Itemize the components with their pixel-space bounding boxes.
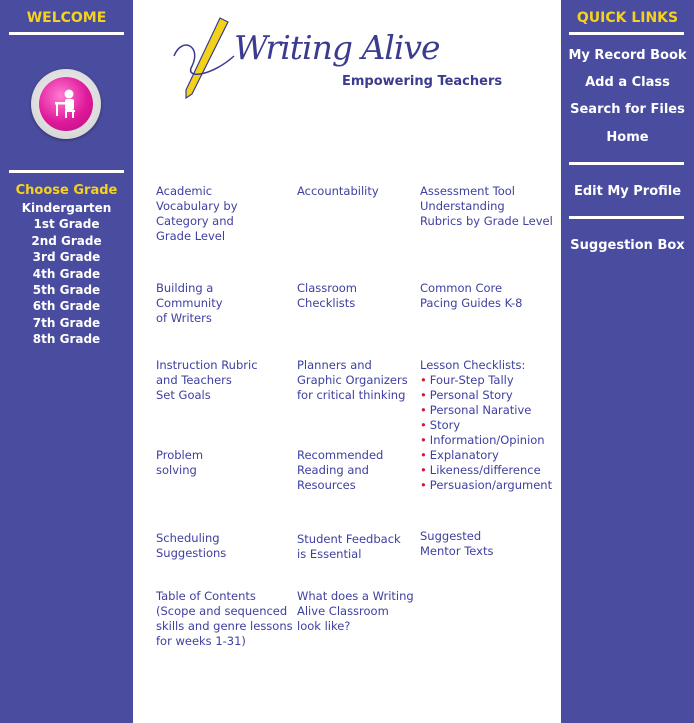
link-recommended-reading[interactable]: Recommended Reading and Resources	[297, 448, 384, 492]
grade-link-kindergarten[interactable]: Kindergarten	[21, 201, 112, 215]
list-item[interactable]: • Persuasion/argument	[420, 478, 553, 492]
list-item[interactable]: • Likeness/difference	[420, 463, 541, 477]
grade-link-5th[interactable]: 5th Grade	[32, 282, 101, 297]
list-item[interactable]: • Explanatory	[420, 448, 499, 462]
grade-link-3rd[interactable]: 3rd Grade	[32, 250, 101, 265]
pen-logo-icon	[172, 16, 242, 105]
grade-link-6th[interactable]: 6th Grade	[32, 299, 101, 314]
grade-link-2nd[interactable]: 2nd Grade	[31, 233, 102, 248]
link-problem-solving[interactable]: Problem solving	[156, 448, 204, 477]
link-planners-organizers[interactable]: Planners and Graphic Organizers for critical thinking	[297, 358, 408, 402]
list-item[interactable]: • Personal Story	[420, 388, 513, 402]
link-suggestion-box[interactable]: Suggestion Box	[570, 238, 685, 253]
left-sidebar	[0, 0, 133, 723]
grade-link-4th[interactable]: 4th Grade	[32, 266, 101, 281]
divider	[9, 170, 124, 173]
link-building-community[interactable]: Building a Community of Writers	[156, 281, 223, 325]
quick-links-heading: QUICK LINKS	[576, 10, 679, 26]
student-desk-icon	[39, 77, 93, 131]
teacher-avatar-button[interactable]	[31, 69, 101, 139]
link-my-record-book[interactable]: My Record Book	[568, 48, 687, 63]
link-mentor-texts[interactable]: Suggested Mentor Texts	[420, 529, 494, 558]
list-item[interactable]: • Information/Opinion	[420, 433, 545, 447]
grade-list	[0, 200, 133, 348]
right-sidebar	[561, 0, 694, 723]
link-accountability[interactable]: Accountability	[297, 184, 379, 198]
divider	[9, 32, 124, 35]
list-item[interactable]: • Four-Step Tally	[420, 373, 514, 387]
lesson-checklist-list	[420, 373, 552, 493]
link-academic-vocabulary[interactable]: Academic Vocabulary by Category and Grade Level	[156, 184, 238, 243]
welcome-heading: WELCOME	[26, 10, 107, 26]
list-item[interactable]: • Story	[420, 418, 461, 432]
link-search-files[interactable]: Search for Files	[570, 102, 685, 117]
link-pacing-guides[interactable]: Common Core Pacing Guides K-8	[420, 281, 523, 310]
link-edit-profile[interactable]: Edit My Profile	[573, 184, 682, 199]
link-table-of-contents[interactable]: Table of Contents (Scope and sequenced skills and genre lessons for weeks 1-31)	[156, 589, 293, 648]
link-add-class[interactable]: Add a Class	[585, 75, 670, 90]
link-classroom-checklists[interactable]: Classroom Checklists	[297, 281, 358, 310]
divider	[569, 32, 684, 35]
grade-link-7th[interactable]: 7th Grade	[32, 315, 101, 330]
link-scheduling-suggestions[interactable]: Scheduling Suggestions	[156, 531, 227, 560]
grade-link-1st[interactable]: 1st Grade	[33, 217, 100, 232]
link-writing-alive-classroom[interactable]: What does a Writing Alive Classroom look like?	[297, 589, 414, 633]
logo-title: Writing Alive	[234, 28, 440, 67]
link-student-feedback[interactable]: Student Feedback is Essential	[297, 532, 401, 561]
choose-grade-heading: Choose Grade	[15, 183, 118, 198]
link-instruction-rubric[interactable]: Instruction Rubric and Teachers Set Goals	[156, 358, 258, 402]
link-home[interactable]: Home	[606, 130, 649, 145]
logo-subtitle: Empowering Teachers	[342, 74, 503, 89]
list-item[interactable]: • Personal Narative	[420, 403, 532, 417]
divider	[569, 162, 684, 165]
divider	[569, 216, 684, 219]
grade-link-8th[interactable]: 8th Grade	[32, 332, 101, 347]
lesson-checklists-heading: Lesson Checklists:	[420, 358, 526, 372]
link-assessment-tool[interactable]: Assessment Tool Understanding Rubrics by Grade Level	[420, 184, 553, 228]
